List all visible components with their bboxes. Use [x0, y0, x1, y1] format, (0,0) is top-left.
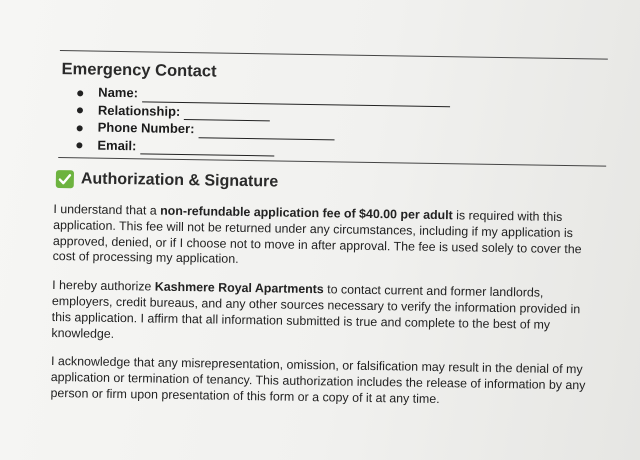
application-form-page: [50, 44, 616, 424]
bullet-icon: [77, 107, 83, 113]
phone-number-blank-line: [198, 125, 334, 140]
emergency-contact-heading: Emergency Contact: [61, 60, 217, 81]
paragraph-text: is required with this application. This fee will not be returned under any circumstances, including if my application is approved, denied, or if I choose not to move in after approval. The fee is used solely to cover the cost of processing my application.: [52, 208, 582, 267]
authorization-heading: Authorization & Signature: [80, 170, 279, 191]
authorization-paragraph: [51, 278, 600, 350]
authorization-heading-row: [56, 170, 614, 197]
emergency-contact-fields: [54, 83, 615, 162]
email-blank-line: [140, 141, 274, 156]
paragraph-text: I understand that a: [53, 201, 161, 218]
phone-number-label: Phone Number:: [97, 119, 195, 137]
fee-emphasis: non-refundable application fee of $40.00 per adult: [160, 203, 453, 223]
relationship-blank-line: [184, 107, 270, 121]
email-label: Email:: [97, 137, 137, 153]
bullet-icon: [77, 90, 83, 96]
paragraph-text: I hereby authorize: [52, 278, 155, 294]
property-name: Kashmere Royal Apartments: [154, 279, 324, 297]
bullet-icon: [77, 125, 83, 131]
relationship-label: Relationship:: [97, 102, 181, 119]
check-mark-icon: [56, 170, 74, 188]
application-fee-paragraph: [53, 202, 602, 274]
acknowledgement-paragraph: I acknowledge that any misrepresentation, omission, or falsification may result in the denial of my application or termination of tenancy. This authorization includes the release of information by any person or firm upon presentation of this form or a copy of it at any time.: [50, 354, 586, 407]
bullet-icon: [76, 142, 82, 148]
top-divider: [60, 50, 608, 60]
paragraph-text: to contact current and former landlords, employers, credit bureaus, and any other sources necessary to verify the information provided in this application. I affirm that all information submitted is true and complete to the best of my knowledge.: [51, 282, 581, 341]
name-label: Name:: [98, 84, 139, 101]
